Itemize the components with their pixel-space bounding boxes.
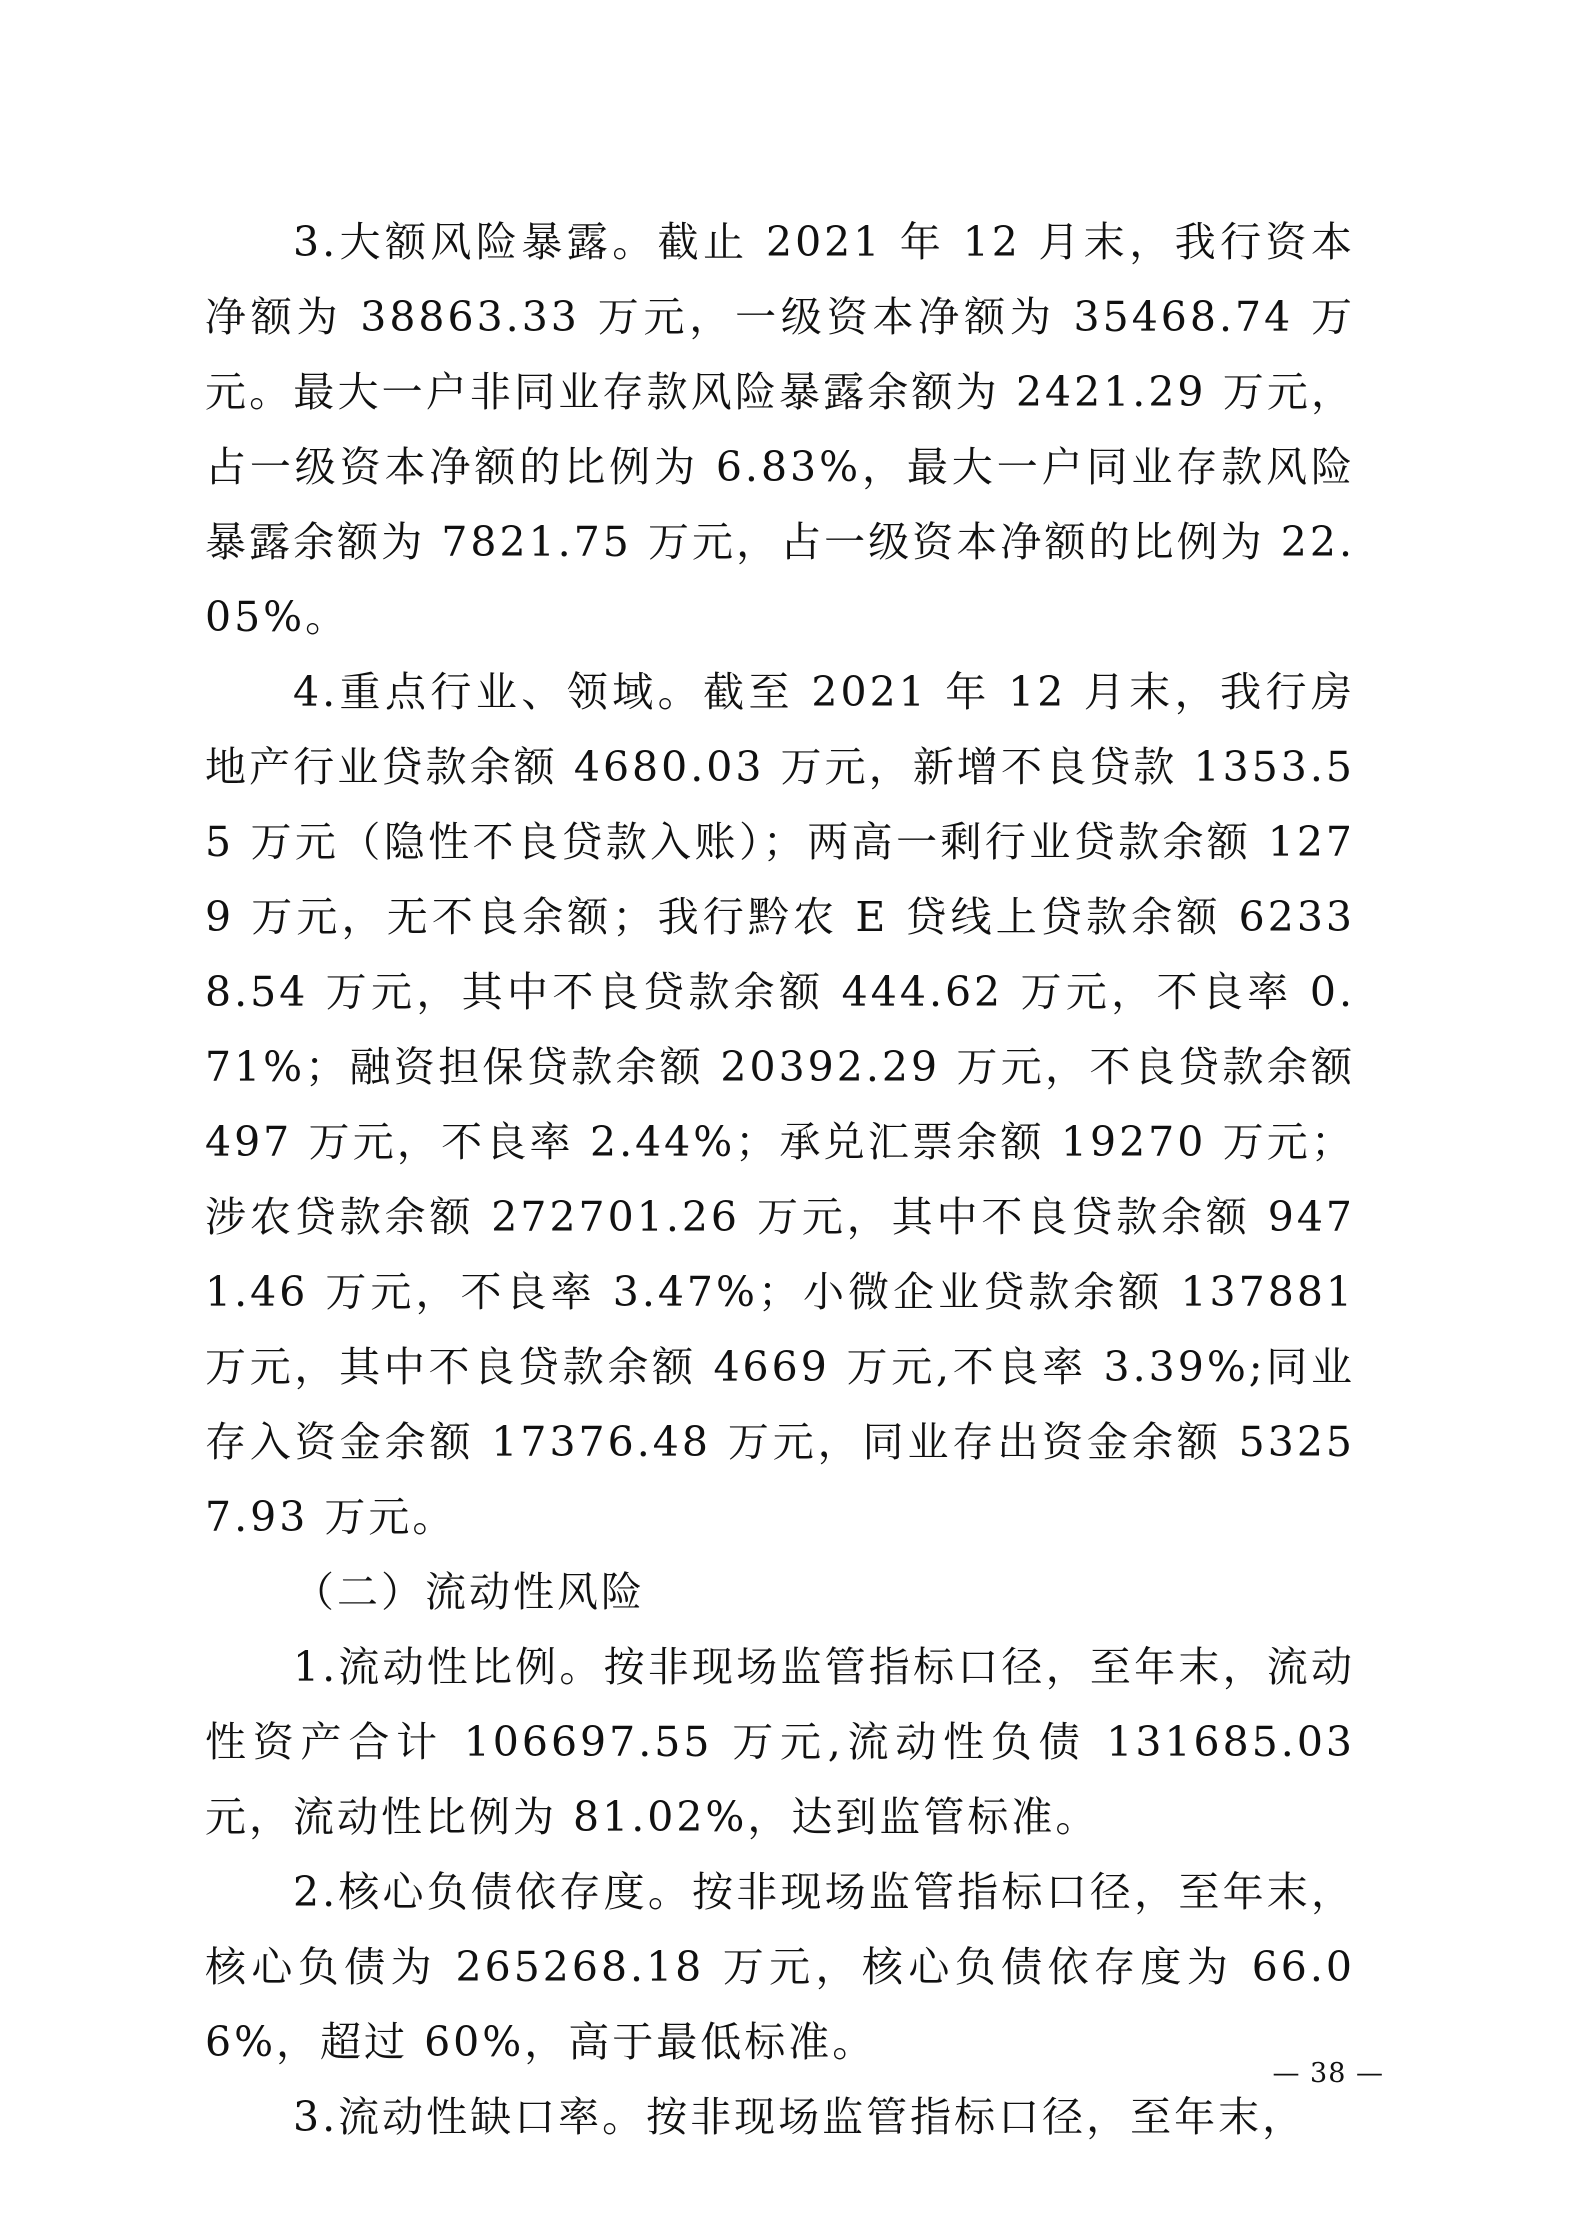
paragraph-large-exposure: 3.大额风险暴露。截止 2021 年 12 月末，我行资本净额为 38863.33 万元，一级资本净额为 35468.74 万元。最大一户非同业存款风险暴露余额为 2421.29 万元，占一级资本净额的比例为 6.83%，最大一户同业存款风险暴露余额为 7821.75 万元，占一级资本净额的比例为 22.05%。 [205,218,1355,641]
body-text [205,205,1355,2155]
page-number: — 38 — [1272,2058,1384,2089]
paragraph-liquidity-gap-ratio: 3.流动性缺口率。按非现场监管指标口径，至年末， [293,2093,1307,2141]
paragraph-liquidity-ratio: 1.流动性比例。按非现场监管指标口径，至年末，流动性资产合计 106697.55 万元,流动性负债 131685.03 元，流动性比例为 81.02%，达到监管标准。 [205,1643,1355,1841]
paragraph-core-liability-dependence: 2.核心负债依存度。按非现场监管指标口径，至年末，核心负债为 265268.18 万元，核心负债依存度为 66.06%，超过 60%，高于最低标准。 [205,1868,1355,2066]
section-heading-liquidity-risk: （二）流动性风险 [293,1568,645,1616]
paragraph-key-industries: 4.重点行业、领域。截至 2021 年 12 月末，我行房地产行业贷款余额 4680.03 万元，新增不良贷款 1353.55 万元（隐性不良贷款入账）；两高一剩行业贷款余额 1279 万元，无不良余额；我行黔农 E 贷线上贷款余额 62338.54 万元，其中不良贷款余额 444.62 万元，不良率 0.71%；融资担保贷款余额 20392.29 万元，不良贷款余额 497 万元，不良率 2.44%；承兑汇票余额 19270 万元；涉农贷款余额 272701.26 万元，其中不良贷款余额 9471.46 万元，不良率 3.47%；小微企业贷款余额 137881 万元，其中不良贷款余额 4669 万元,不良率 3.39%;同业存入资金余额 17376.48 万元，同业存出资金余额 53257.93 万元。 [205,668,1355,1541]
